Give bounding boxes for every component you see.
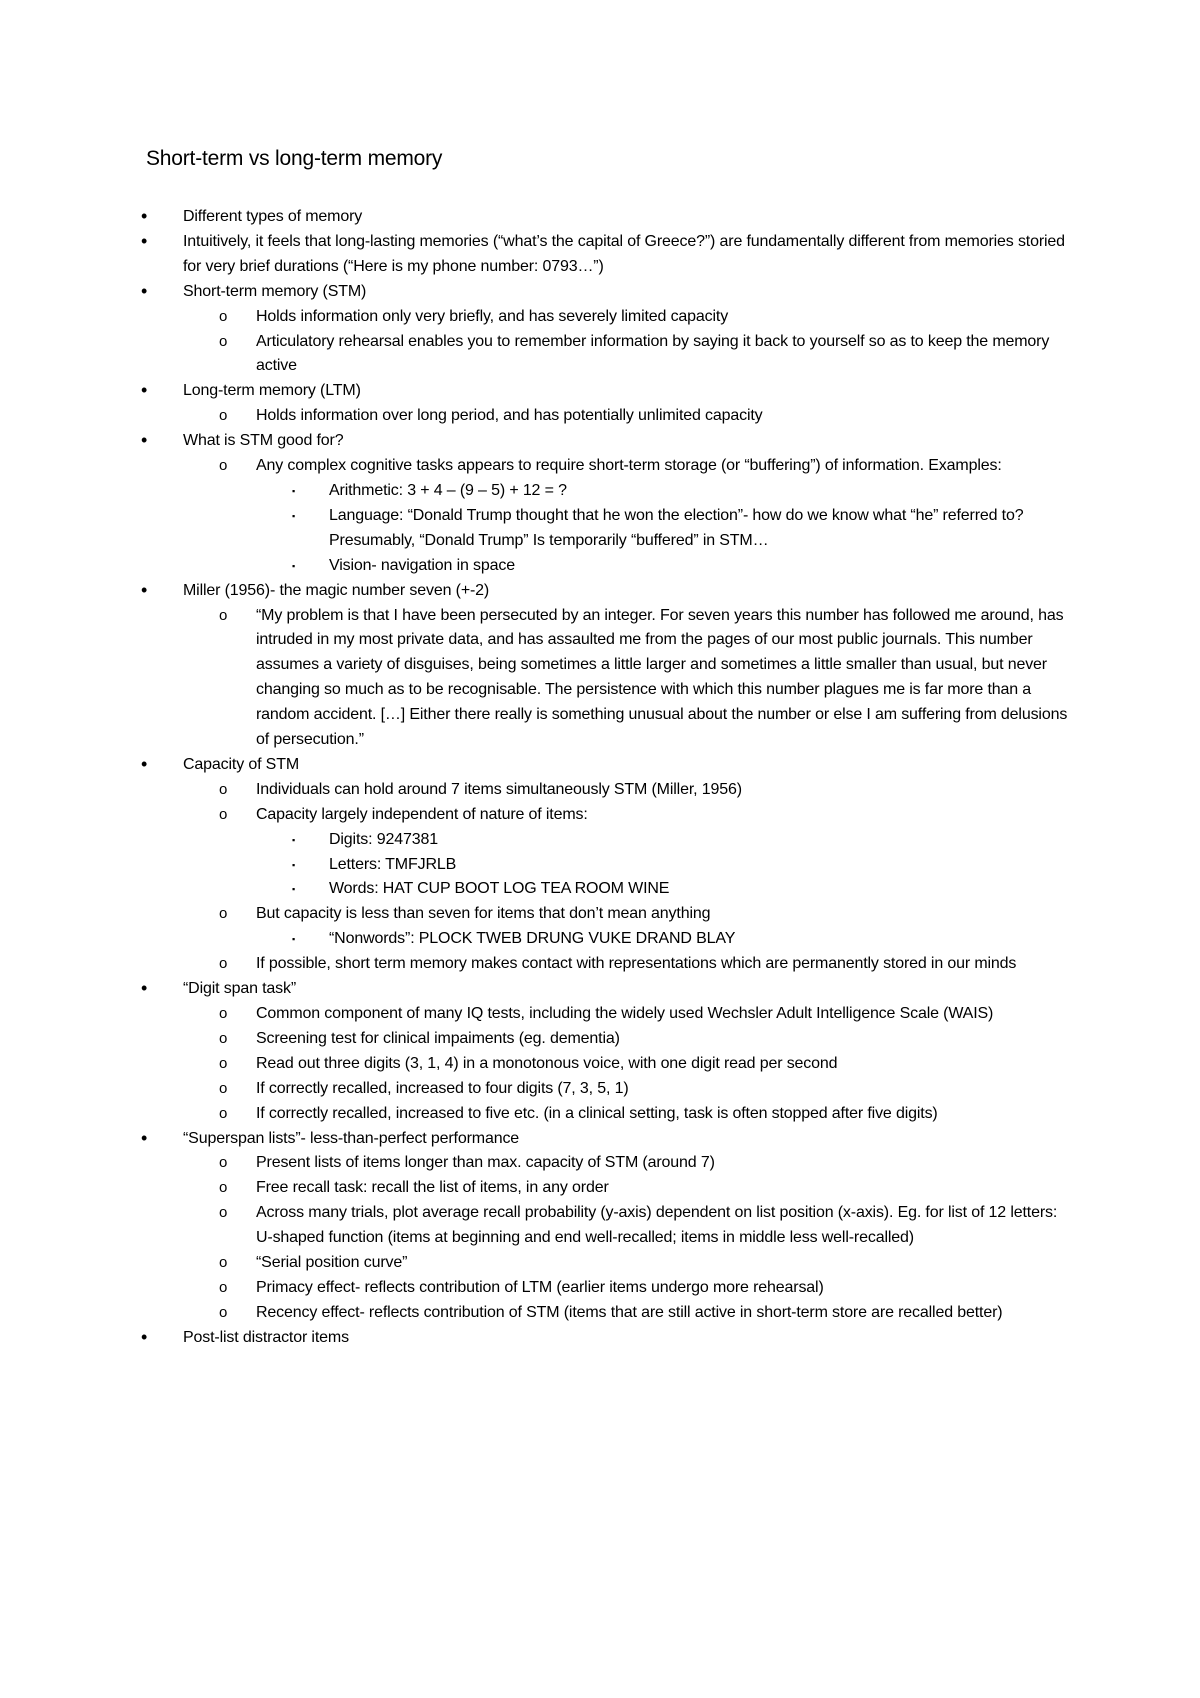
sub-sub-list-item — [0, 479, 1200, 504]
sub-list-item — [0, 1201, 1200, 1251]
sub-list-item — [0, 1102, 1200, 1127]
list-item-text: Across many trials, plot average recall probability (y-axis) dependent on list position (x-axis). Eg. for list of 12 letters: U-shaped function (items at beginning and end well-recalled; items in middle less well-recalled) — [256, 1204, 1058, 1247]
sub-list-item — [0, 1002, 1200, 1027]
circle-bullet-icon: o — [219, 1179, 228, 1197]
list-item-text: If correctly recalled, increased to four digits (7, 3, 5, 1) — [256, 1079, 629, 1097]
list-item-text: “My problem is that I have been persecuted by an integer. For seven years this number has followed me around, has intruded in my most private data, and has assaulted me from the pages of our most public journals. This number assumes a variety of disguises, being sometimes a little larger and sometimes a little smaller than usual, but never changing so much as to be recognisable. The persistence with which this number plagues me is far more than a random accident. […] Either there really is something unusual about the number or else I am suffering from delusions of persecution.” — [256, 606, 1068, 749]
sub-sub-list-item — [0, 554, 1200, 579]
sub-list-item — [0, 952, 1200, 977]
list-item-text: Vision- navigation in space — [329, 556, 515, 574]
list-item-text: Holds information over long period, and has potentially unlimited capacity — [256, 407, 763, 425]
circle-bullet-icon: o — [219, 1079, 228, 1097]
list-item-text: Individuals can hold around 7 items simultaneously STM (Miller, 1956) — [256, 780, 742, 798]
list-item-text: But capacity is less than seven for items that don’t mean anything — [256, 905, 711, 923]
bullet-icon: • — [141, 280, 148, 301]
sub-list-item — [0, 404, 1200, 429]
list-item — [0, 1127, 1200, 1152]
bullet-icon: • — [141, 579, 148, 600]
circle-bullet-icon: o — [219, 457, 228, 475]
list-item-text: Common component of many IQ tests, including the widely used Wechsler Adult Intelligence Scale (WAIS) — [256, 1005, 994, 1022]
bullet-icon: • — [141, 978, 148, 999]
list-item-text: If correctly recalled, increased to five etc. (in a clinical setting, task is often stopped after five digits) — [256, 1104, 938, 1122]
circle-bullet-icon: o — [219, 905, 228, 923]
bullet-list — [0, 205, 1200, 1351]
circle-bullet-icon: o — [219, 1154, 228, 1172]
square-bullet-icon: ▪ — [292, 859, 296, 870]
circle-bullet-icon: o — [219, 307, 228, 325]
list-item — [0, 205, 1200, 230]
list-item — [0, 1326, 1200, 1351]
sub-list-item — [0, 330, 1200, 380]
list-item-text: Recency effect- reflects contribution of STM (items that are still active in short-term store are recalled better) — [256, 1303, 1003, 1321]
circle-bullet-icon: o — [219, 805, 228, 823]
sub-list-item — [0, 803, 1200, 828]
square-bullet-icon: ▪ — [292, 485, 296, 496]
list-item-text: Capacity largely independent of nature of items: — [256, 805, 588, 823]
square-bullet-icon: ▪ — [292, 934, 296, 945]
sub-list-item — [0, 902, 1200, 927]
list-item-text: Intuitively, it feels that long-lasting memories (“what’s the capital of Greece?”) are fundamentally different from memories storied for very brief durations (“Here is my phone number: 0793…”) — [183, 232, 1065, 275]
sub-sub-list-item — [0, 877, 1200, 902]
circle-bullet-icon: o — [219, 606, 228, 624]
bullet-icon: • — [141, 430, 148, 451]
bullet-icon: • — [141, 1326, 148, 1347]
sub-list-item — [0, 454, 1200, 479]
list-item-text: Post-list distractor items — [183, 1328, 349, 1346]
sub-list-item — [0, 1301, 1200, 1326]
sub-sub-list-item — [0, 828, 1200, 853]
list-item-text: Arithmetic: 3 + 4 – (9 – 5) + 12 = ? — [329, 481, 567, 499]
list-item-text: “Serial position curve” — [256, 1254, 408, 1272]
circle-bullet-icon: o — [219, 1254, 228, 1272]
sub-list-item — [0, 1251, 1200, 1276]
sub-list-item — [0, 604, 1200, 753]
list-item-text: If possible, short term memory makes contact with representations which are permanently stored in our minds — [256, 955, 1017, 973]
sub-list-item — [0, 1027, 1200, 1052]
circle-bullet-icon: o — [219, 1054, 228, 1072]
list-item-text: What is STM good for? — [183, 432, 344, 450]
sub-list-item — [0, 778, 1200, 803]
circle-bullet-icon: o — [219, 955, 228, 973]
list-item-text: Any complex cognitive tasks appears to require short-term storage (or “buffering”) of information. Examples: — [256, 457, 1002, 475]
list-item-text: Digits: 9247381 — [329, 830, 438, 848]
list-item — [0, 379, 1200, 404]
list-item-text: Different types of memory — [183, 208, 363, 225]
page-title: Short-term vs long-term memory — [146, 147, 443, 170]
list-item-text: Language: “Donald Trump thought that he won the election”- how do we know what “he” referred to? Presumably, “Donald Trump” Is temporarily “buffered” in STM… — [329, 506, 1024, 549]
circle-bullet-icon: o — [219, 1303, 228, 1321]
square-bullet-icon: ▪ — [292, 510, 296, 521]
list-item-text: “Digit span task” — [183, 980, 297, 998]
sub-sub-list-item — [0, 853, 1200, 878]
circle-bullet-icon: o — [219, 1278, 228, 1296]
list-item-text: Holds information only very briefly, and has severely limited capacity — [256, 307, 729, 325]
sub-list-item — [0, 305, 1200, 330]
sub-list-item — [0, 1176, 1200, 1201]
square-bullet-icon: ▪ — [292, 884, 296, 895]
circle-bullet-icon: o — [219, 1104, 228, 1122]
bullet-icon: • — [141, 380, 148, 401]
list-item-text: “Superspan lists”- less-than-perfect performance — [183, 1129, 520, 1147]
sub-sub-list-item — [0, 504, 1200, 554]
list-item-text: Read out three digits (3, 1, 4) in a monotonous voice, with one digit read per second — [256, 1054, 838, 1072]
list-item — [0, 429, 1200, 454]
square-bullet-icon: ▪ — [292, 560, 296, 571]
list-item-text: “Nonwords”: PLOCK TWEB DRUNG VUKE DRAND BLAY — [329, 930, 736, 948]
list-item-text: Screening test for clinical impaiments (eg. dementia) — [256, 1029, 620, 1047]
list-item-text: Short-term memory (STM) — [183, 282, 367, 300]
bullet-icon: • — [141, 1127, 148, 1148]
sub-list-item — [0, 1077, 1200, 1102]
sub-sub-list-item — [0, 927, 1200, 952]
sub-list-item — [0, 1052, 1200, 1077]
sub-list-item — [0, 1276, 1200, 1301]
square-bullet-icon: ▪ — [292, 834, 296, 845]
circle-bullet-icon: o — [219, 780, 228, 798]
list-item-text: Miller (1956)- the magic number seven (+-2) — [183, 581, 490, 599]
list-item — [0, 977, 1200, 1002]
notes-content — [0, 205, 1200, 1351]
list-item — [0, 579, 1200, 604]
list-item — [0, 230, 1200, 280]
list-item-text: Present lists of items longer than max. capacity of STM (around 7) — [256, 1154, 715, 1172]
list-item-text: Primacy effect- reflects contribution of LTM (earlier items undergo more rehearsal) — [256, 1278, 824, 1296]
bullet-icon: • — [141, 753, 148, 774]
list-item-text: Capacity of STM — [183, 755, 300, 773]
list-item — [0, 753, 1200, 778]
list-item-text: Letters: TMFJRLB — [329, 855, 457, 873]
circle-bullet-icon: o — [219, 1029, 228, 1047]
sub-list-item — [0, 1151, 1200, 1176]
list-item-text: Articulatory rehearsal enables you to remember information by saying it back to yourself so as to keep the memory active — [256, 332, 1050, 375]
list-item-text: Words: HAT CUP BOOT LOG TEA ROOM WINE — [329, 880, 670, 898]
list-item-text: Long-term memory (LTM) — [183, 382, 361, 400]
bullet-icon: • — [141, 206, 148, 226]
circle-bullet-icon: o — [219, 1005, 228, 1022]
bullet-icon: • — [141, 230, 148, 251]
circle-bullet-icon: o — [219, 407, 228, 425]
list-item — [0, 280, 1200, 305]
circle-bullet-icon: o — [219, 332, 228, 350]
list-item-text: Free recall task: recall the list of items, in any order — [256, 1179, 609, 1197]
circle-bullet-icon: o — [219, 1204, 228, 1222]
